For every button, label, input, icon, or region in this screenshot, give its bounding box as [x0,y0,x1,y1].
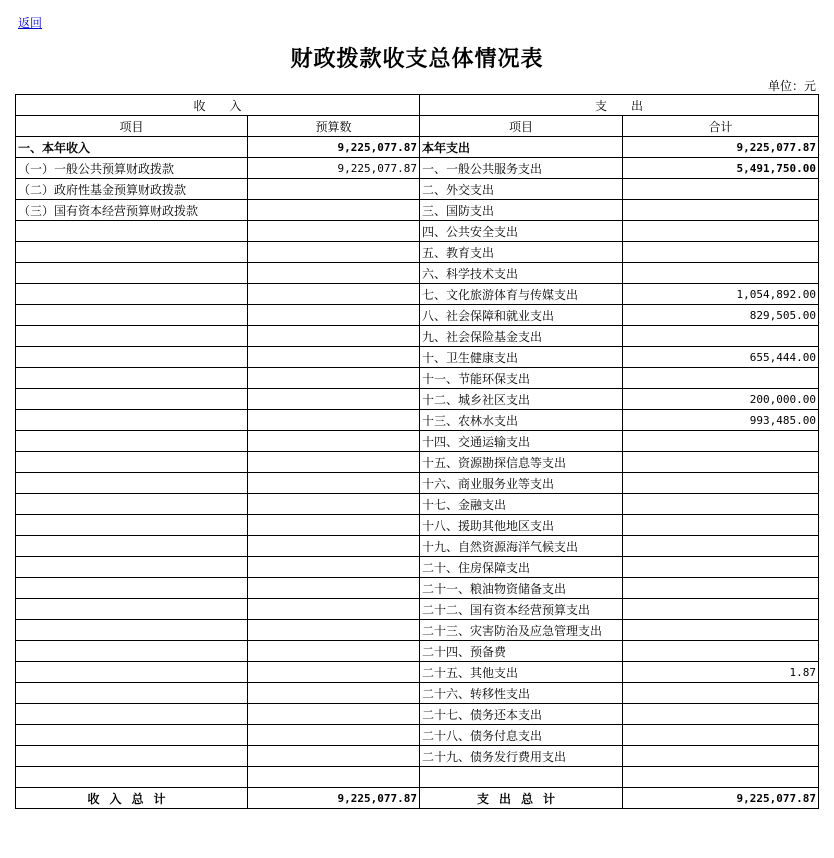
expense-item-cell: 一、一般公共服务支出 [420,158,623,179]
expense-item-cell: 十四、交通运输支出 [420,431,623,452]
table-row [16,599,819,620]
expense-item-cell: 七、文化旅游体育与传媒支出 [420,284,623,305]
group-header-row [16,95,819,116]
expense-amount-header: 合计 [623,116,819,137]
expense-item-cell: 十八、援助其他地区支出 [420,515,623,536]
totals-row [16,788,819,809]
income-item-cell [16,368,248,389]
table-row [16,704,819,725]
expense-item-cell: 三、国防支出 [420,200,623,221]
table-row [16,515,819,536]
expense-item-cell: 六、科学技术支出 [420,263,623,284]
income-item-cell [16,221,248,242]
table-row [16,305,819,326]
expense-amount-cell [623,725,819,746]
income-item-cell: （三）国有资本经营预算财政拨款 [16,200,248,221]
summary-income-label: 一、本年收入 [16,137,248,158]
income-amount-cell [248,767,420,788]
table-row [16,347,819,368]
expense-item-cell: 十一、节能环保支出 [420,368,623,389]
table-row [16,746,819,767]
income-amount-cell [248,704,420,725]
income-amount-cell [248,200,420,221]
expense-item-cell: 二十六、转移性支出 [420,683,623,704]
expense-amount-cell: 1.87 [623,662,819,683]
income-amount-cell [248,536,420,557]
income-item-cell [16,473,248,494]
income-amount-cell [248,347,420,368]
income-item-cell [16,263,248,284]
income-item-cell [16,410,248,431]
expense-item-cell: 二十四、预备费 [420,641,623,662]
expense-amount-cell [623,704,819,725]
income-item-cell [16,431,248,452]
total-income-value: 9,225,077.87 [248,788,420,809]
expense-amount-cell: 5,491,750.00 [623,158,819,179]
table-row [16,368,819,389]
summary-expense-label: 本年支出 [420,137,623,158]
income-item-header: 项目 [16,116,248,137]
expense-amount-cell [623,494,819,515]
income-item-cell [16,578,248,599]
total-expense-value: 9,225,077.87 [623,788,819,809]
expense-amount-cell [623,599,819,620]
table-row [16,578,819,599]
expense-item-cell: 二十一、粮油物资储备支出 [420,578,623,599]
summary-income-value: 9,225,077.87 [248,137,420,158]
column-header-row [16,116,819,137]
expense-item-cell: 十、卫生健康支出 [420,347,623,368]
table-row [16,221,819,242]
expense-amount-cell [623,221,819,242]
expense-amount-cell [623,368,819,389]
income-item-cell [16,452,248,473]
expense-amount-cell [623,263,819,284]
income-item-cell [16,515,248,536]
income-amount-cell [248,599,420,620]
income-amount-cell [248,431,420,452]
table-row [16,452,819,473]
expense-amount-cell [623,578,819,599]
table-row [16,767,819,788]
income-item-cell: （二）政府性基金预算财政拨款 [16,179,248,200]
income-item-cell [16,347,248,368]
income-amount-cell [248,389,420,410]
expense-amount-cell [623,557,819,578]
expense-item-cell: 二十七、债务还本支出 [420,704,623,725]
income-amount-cell [248,662,420,683]
expense-item-cell: 十五、资源勘探信息等支出 [420,452,623,473]
income-item-cell [16,557,248,578]
income-item-cell [16,704,248,725]
expense-amount-cell [623,431,819,452]
income-item-cell [16,536,248,557]
income-amount-cell [248,263,420,284]
income-amount-cell [248,452,420,473]
table-row [16,557,819,578]
table-row [16,662,819,683]
expense-item-cell: 二、外交支出 [420,179,623,200]
expense-amount-cell [623,452,819,473]
expense-amount-cell: 655,444.00 [623,347,819,368]
income-amount-cell [248,578,420,599]
income-item-cell [16,620,248,641]
table-row [16,389,819,410]
expense-amount-cell [623,536,819,557]
income-amount-cell [248,620,420,641]
expense-item-cell: 二十三、灾害防治及应急管理支出 [420,620,623,641]
income-amount-cell [248,746,420,767]
income-item-cell [16,389,248,410]
table-row [16,683,819,704]
income-item-cell [16,284,248,305]
income-item-cell [16,767,248,788]
expense-item-cell: 八、社会保障和就业支出 [420,305,623,326]
income-amount-header: 预算数 [248,116,420,137]
income-amount-cell [248,179,420,200]
expense-item-cell: 九、社会保险基金支出 [420,326,623,347]
expense-item-cell: 二十八、债务付息支出 [420,725,623,746]
table-row [16,326,819,347]
summary-row [16,137,819,158]
expense-item-cell: 二十九、债务发行费用支出 [420,746,623,767]
income-item-cell [16,683,248,704]
income-amount-cell [248,725,420,746]
income-amount-cell [248,473,420,494]
income-item-cell [16,242,248,263]
table-row [16,494,819,515]
expense-item-cell: 五、教育支出 [420,242,623,263]
expense-amount-cell [623,242,819,263]
expense-amount-cell: 200,000.00 [623,389,819,410]
income-amount-cell: 9,225,077.87 [248,158,420,179]
expense-amount-cell [623,683,819,704]
expense-amount-cell [623,473,819,494]
income-item-cell [16,599,248,620]
expense-item-cell: 二十二、国有资本经营预算支出 [420,599,623,620]
budget-table [15,94,819,809]
expense-amount-cell [623,326,819,347]
table-row [16,242,819,263]
income-amount-cell [248,284,420,305]
income-item-cell: （一）一般公共预算财政拨款 [16,158,248,179]
table-row [16,284,819,305]
income-item-cell [16,641,248,662]
income-amount-cell [248,683,420,704]
expense-amount-cell [623,515,819,536]
page-title: 财政拨款收支总体情况表 [290,47,544,72]
unit-label: 单位：元 [767,79,816,93]
expense-amount-cell [623,620,819,641]
expense-amount-cell [623,767,819,788]
expense-item-cell: 十六、商业服务业等支出 [420,473,623,494]
back-link[interactable]: 返回 [18,16,43,30]
table-row [16,725,819,746]
income-item-cell [16,746,248,767]
expense-group-header: 支 出 [420,95,819,116]
income-item-cell [16,326,248,347]
table-row [16,179,819,200]
table-row [16,158,819,179]
income-amount-cell [248,221,420,242]
income-amount-cell [248,242,420,263]
expense-item-cell: 十九、自然资源海洋气候支出 [420,536,623,557]
income-amount-cell [248,410,420,431]
expense-amount-cell [623,746,819,767]
income-item-cell [16,305,248,326]
total-income-label: 收入总计 [16,788,248,809]
expense-amount-cell: 1,054,892.00 [623,284,819,305]
expense-item-cell: 二十、住房保障支出 [420,557,623,578]
table-row [16,410,819,431]
income-amount-cell [248,326,420,347]
table-row [16,431,819,452]
expense-amount-cell: 993,485.00 [623,410,819,431]
expense-amount-cell: 829,505.00 [623,305,819,326]
income-amount-cell [248,494,420,515]
income-item-cell [16,494,248,515]
expense-item-cell [420,767,623,788]
expense-amount-cell [623,641,819,662]
table-row [16,473,819,494]
table-row [16,200,819,221]
expense-item-header: 项目 [420,116,623,137]
expense-amount-cell [623,200,819,221]
summary-expense-value: 9,225,077.87 [623,137,819,158]
income-amount-cell [248,368,420,389]
income-item-cell [16,725,248,746]
total-expense-label: 支出总计 [420,788,623,809]
table-row [16,263,819,284]
table-row [16,620,819,641]
expense-item-cell: 十二、城乡社区支出 [420,389,623,410]
income-amount-cell [248,515,420,536]
expense-item-cell: 四、公共安全支出 [420,221,623,242]
expense-amount-cell [623,179,819,200]
income-amount-cell [248,641,420,662]
table-row [16,641,819,662]
expense-item-cell: 十七、金融支出 [420,494,623,515]
expense-item-cell: 二十五、其他支出 [420,662,623,683]
income-item-cell [16,662,248,683]
table-row [16,536,819,557]
income-group-header: 收 入 [16,95,420,116]
income-amount-cell [248,557,420,578]
income-amount-cell [248,305,420,326]
expense-item-cell: 十三、农林水支出 [420,410,623,431]
